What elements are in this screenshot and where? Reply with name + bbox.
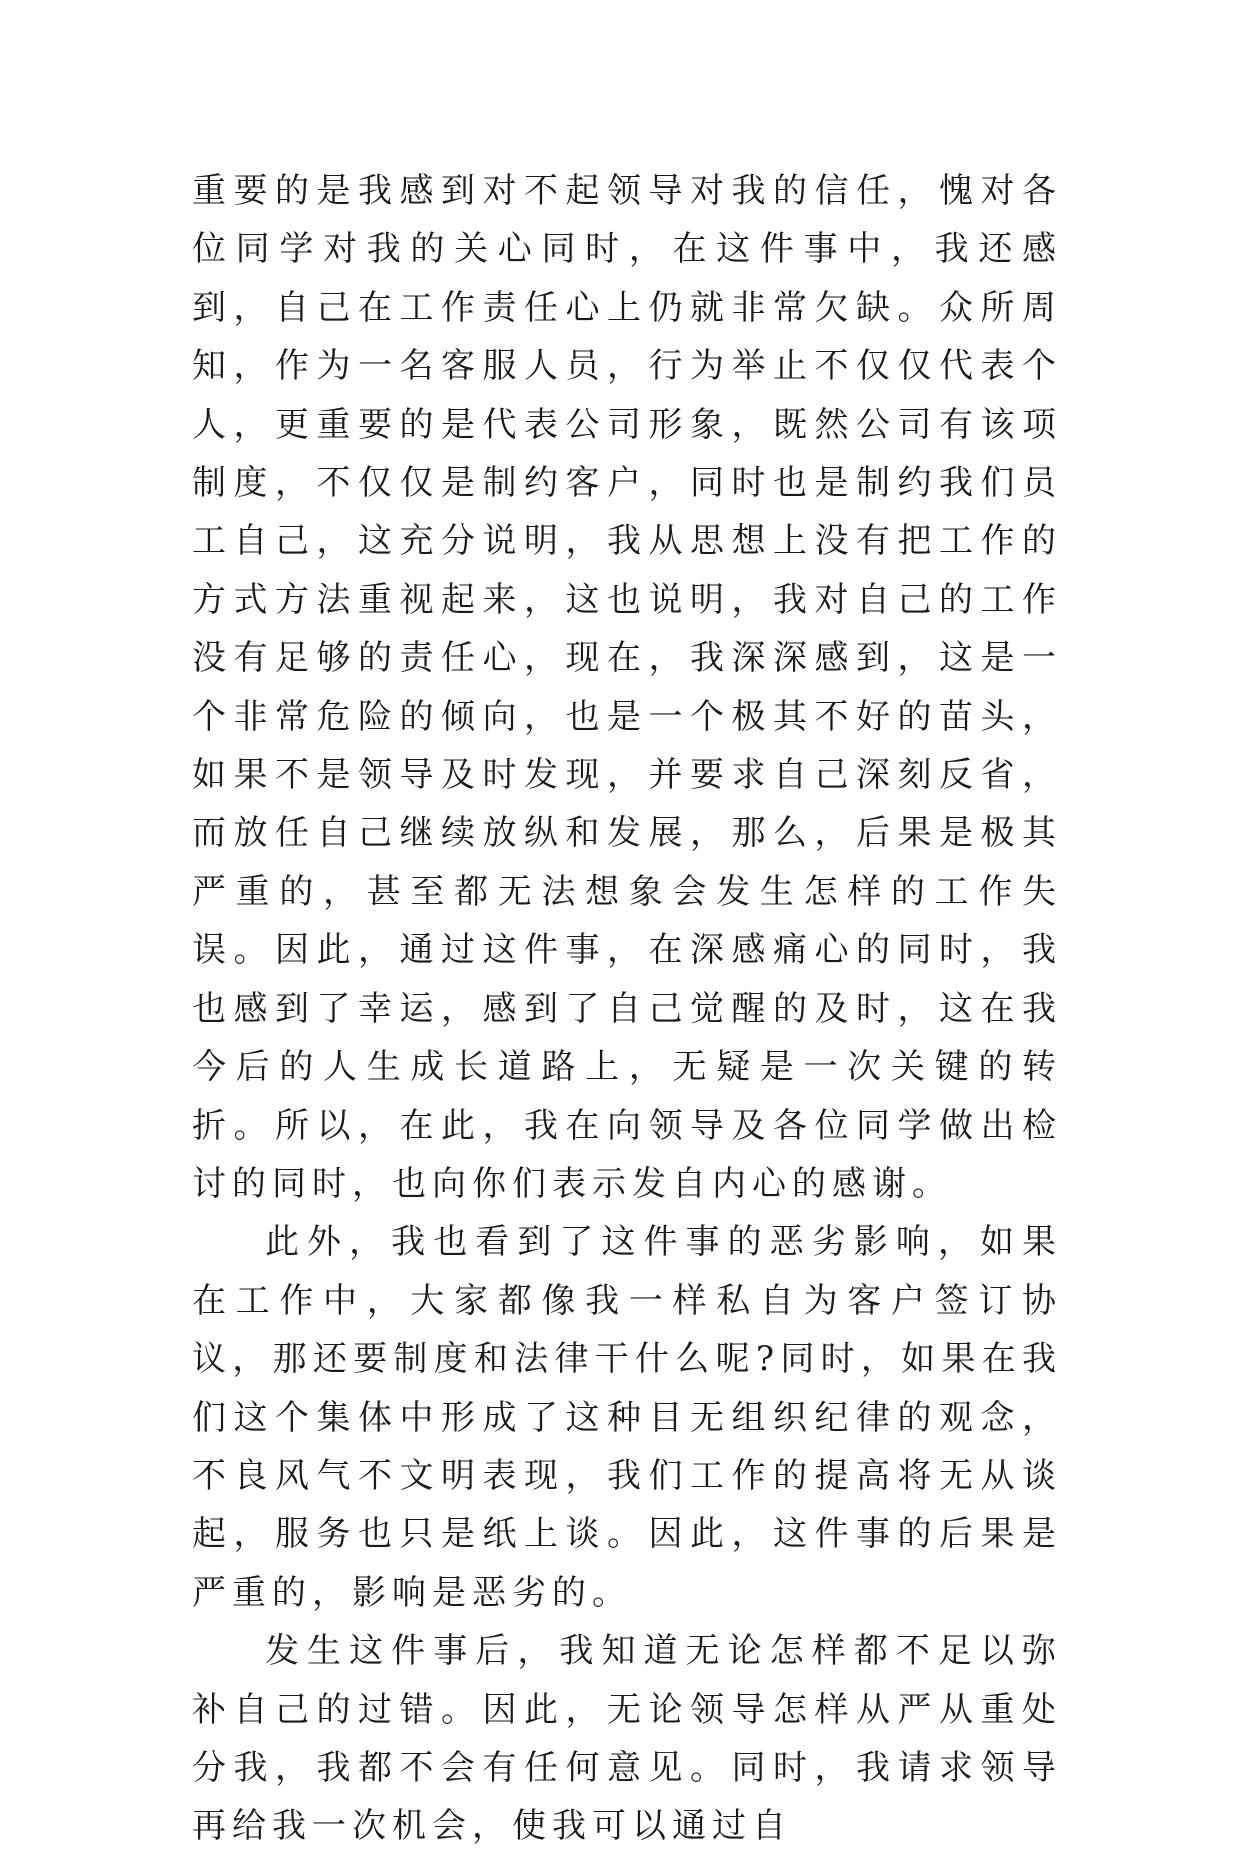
paragraph-2: 此外，我也看到了这件事的恶劣影响，如果在工作中，大家都像我一样私自为客户签订协议，那还要制度和法律干什么呢?同时，如果在我们这个集体中形成了这种目无组织纪律的观念，不良风气不文明表现，我们工作的提高将无从谈起，服务也只是纸上谈。因此，这件事的后果是严重的，影响是恶劣的。 [192, 1222, 1062, 1613]
paragraph-3: 发生这件事后，我知道无论怎样都不足以弥补自己的过错。因此，无论领导怎样从严从重处分我，我都不会有任何意见。同时，我请求领导再给我一次机会，使我可以通过自 [192, 1631, 1062, 1847]
paragraph-1: 重要的是我感到对不起领导对我的信任，愧对各位同学对我的关心同时，在这件事中，我还感到，自己在工作责任心上仍就非常欠缺。众所周知，作为一名客服人员，行为举止不仅仅代表个人，更重要的是代表公司形象，既然公司有该项制度，不仅仅是制约客户，同时也是制约我们员工自己，这充分说明，我从思想上没有把工作的方式方法重视起来，这也说明，我对自己的工作没有足够的责任心，现在，我深深感到，这是一个非常危险的倾向，也是一个极其不好的苗头，如果不是领导及时发现，并要求自己深刻反省，而放任自己继续放纵和发展，那么，后果是极其严重的，甚至都无法想象会发生怎样的工作失误。因此，通过这件事，在深感痛心的同时，我也感到了幸运，感到了自己觉醒的及时，这在我今后的人生成长道路上，无疑是一次关键的转折。所以，在此，我在向领导及各位同学做出检讨的同时，也向你们表示发自内心的感谢。 [192, 171, 1062, 1204]
document-body [192, 162, 1062, 1856]
